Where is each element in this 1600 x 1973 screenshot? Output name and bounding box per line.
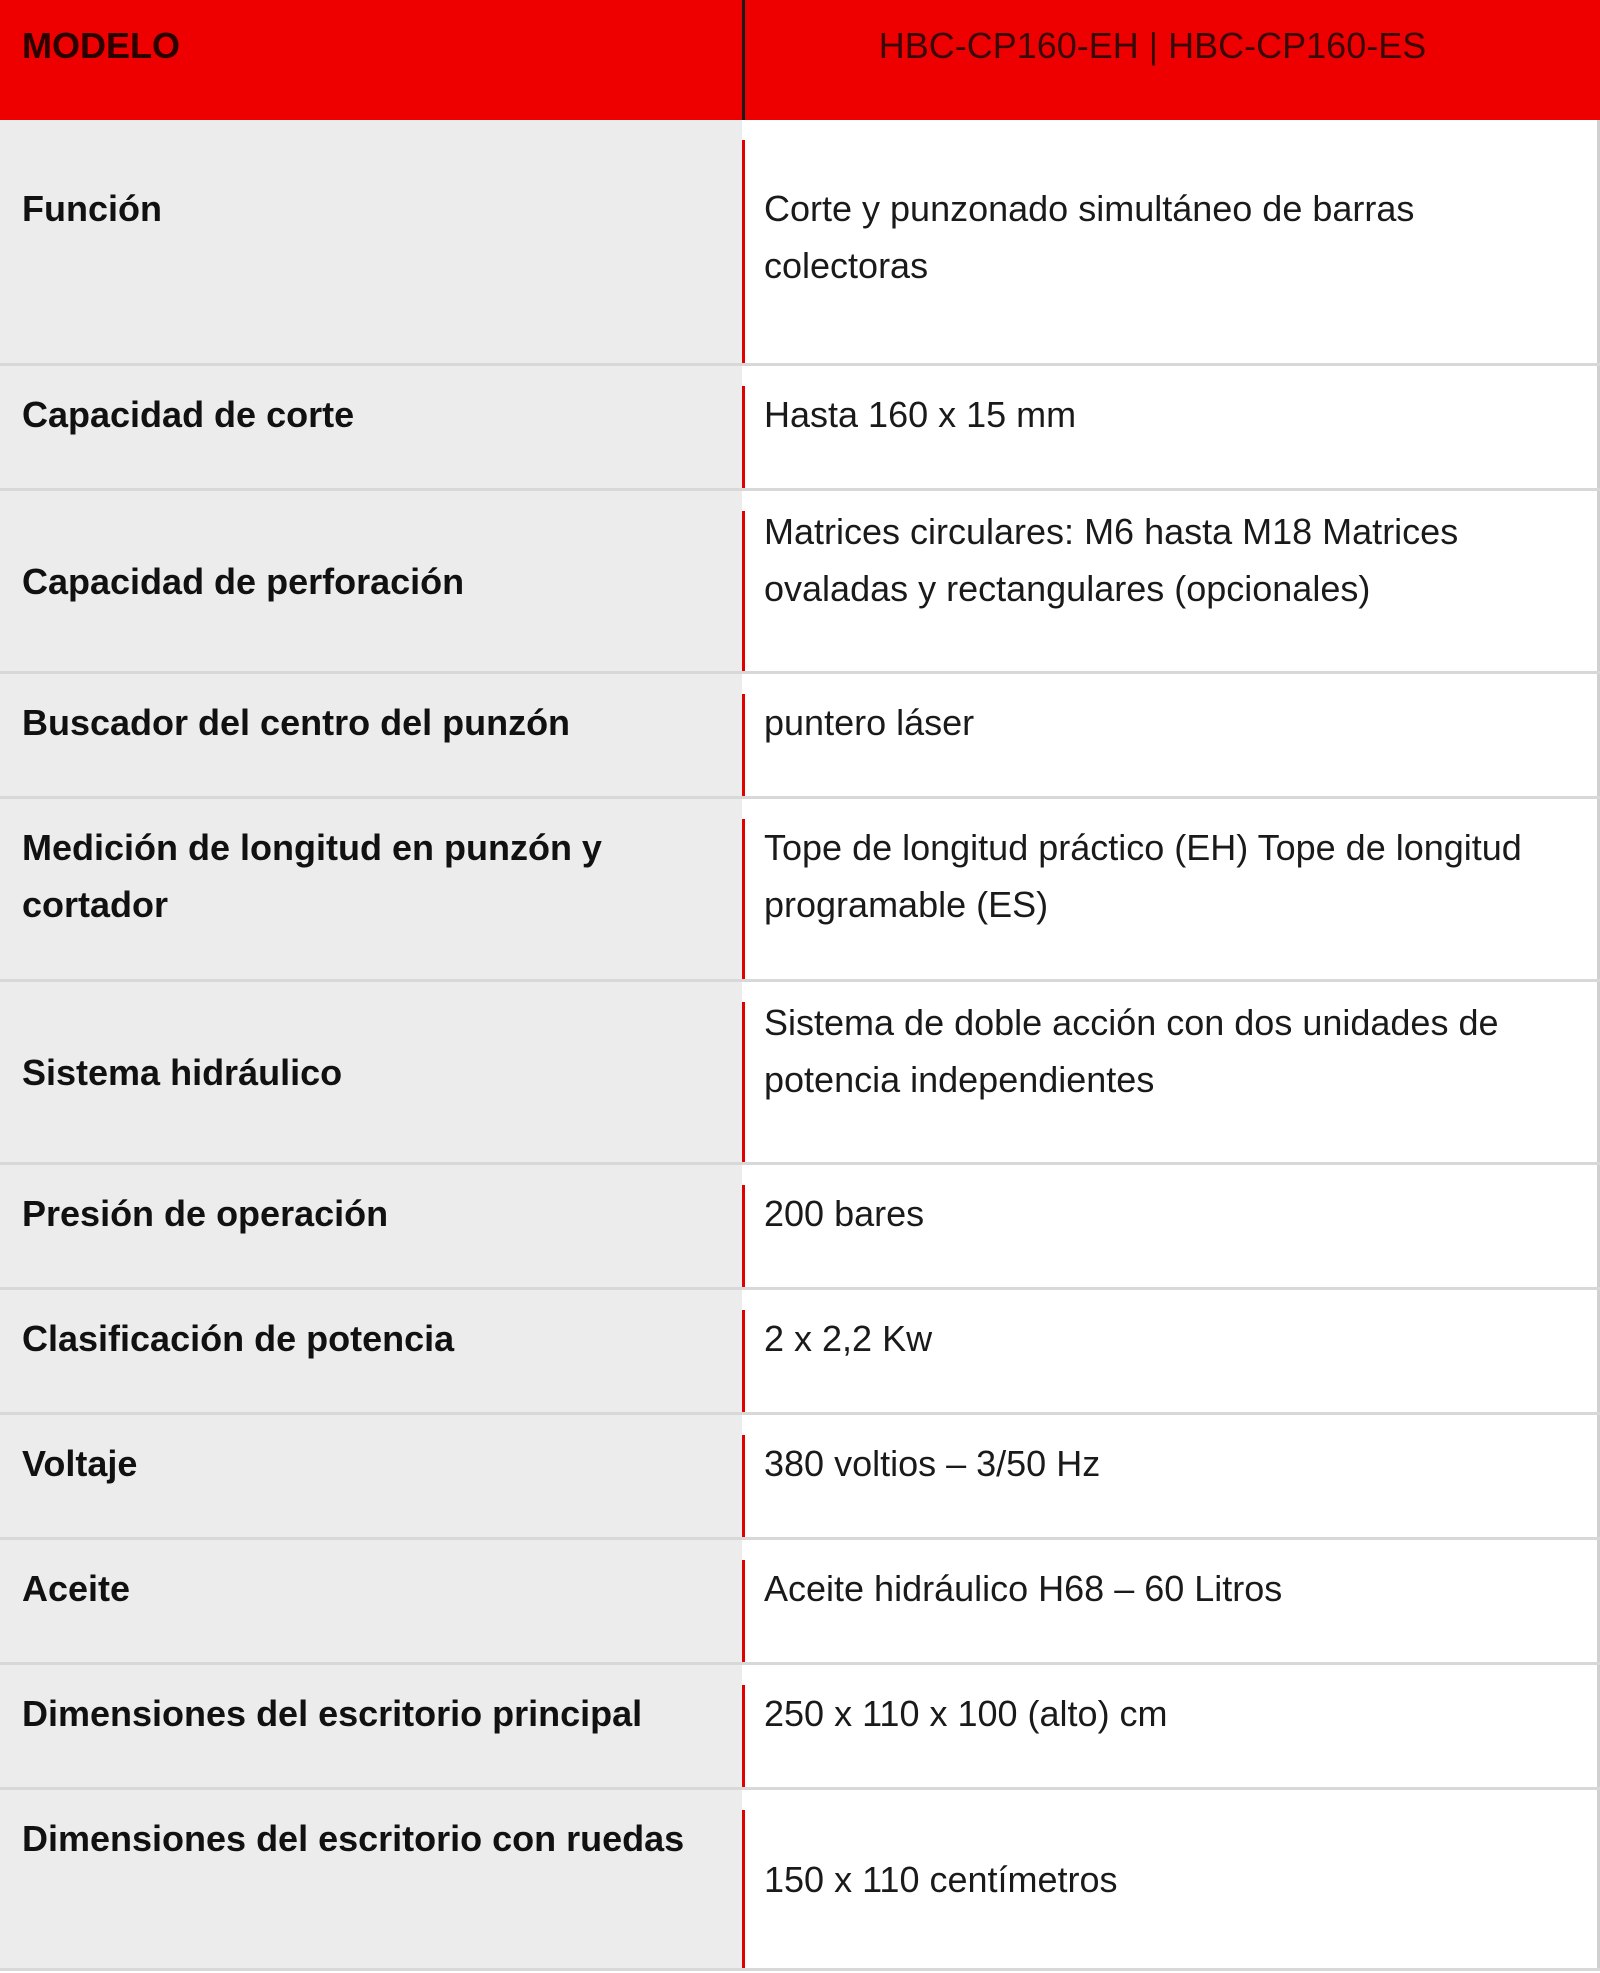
table-header — [0, 0, 1600, 120]
header-label: MODELO — [22, 25, 180, 66]
row-label: Buscador del centro del punzón — [0, 674, 742, 796]
spec-rows — [0, 120, 1600, 1971]
row-value: Corte y punzonado simultáneo de barras colectoras — [742, 120, 1600, 363]
row-label: Medición de longitud en punzón y cortador — [0, 799, 742, 979]
row-label: Dimensiones del escritorio principal — [0, 1665, 742, 1787]
row-value: Hasta 160 x 15 mm — [742, 366, 1600, 488]
row-label: Clasificación de potencia — [0, 1290, 742, 1412]
row-label: Aceite — [0, 1540, 742, 1662]
row-value: 150 x 110 centímetros — [742, 1790, 1600, 1968]
row-value: Aceite hidráulico H68 – 60 Litros — [742, 1540, 1600, 1662]
table-row — [0, 1290, 1600, 1415]
row-label: Dimensiones del escritorio con ruedas — [0, 1790, 742, 1968]
table-row — [0, 674, 1600, 799]
table-row — [0, 1665, 1600, 1790]
table-row — [0, 366, 1600, 491]
table-row — [0, 982, 1600, 1165]
table-row — [0, 491, 1600, 674]
table-row — [0, 1165, 1600, 1290]
table-row — [0, 799, 1600, 982]
table-row — [0, 1790, 1600, 1971]
row-label: Presión de operación — [0, 1165, 742, 1287]
row-label: Función — [0, 120, 742, 363]
row-value: Tope de longitud práctico (EH) Tope de longitud programable (ES) — [742, 799, 1600, 979]
row-label: Capacidad de corte — [0, 366, 742, 488]
row-label: Sistema hidráulico — [0, 982, 742, 1162]
row-label: Voltaje — [0, 1415, 742, 1537]
row-value: 2 x 2,2 Kw — [742, 1290, 1600, 1412]
row-value: 380 voltios – 3/50 Hz — [742, 1415, 1600, 1537]
row-value: Matrices circulares: M6 hasta M18 Matrices ovaladas y rectangulares (opcionales) — [742, 491, 1600, 671]
row-value: 250 x 110 x 100 (alto) cm — [742, 1665, 1600, 1787]
row-value: 200 bares — [742, 1165, 1600, 1287]
header-model-value: HBC-CP160-EH | HBC-CP160-ES — [878, 25, 1427, 66]
table-row — [0, 1540, 1600, 1665]
row-label: Capacidad de perforación — [0, 491, 742, 671]
table-row — [0, 1415, 1600, 1540]
row-value: puntero láser — [742, 674, 1600, 796]
row-value: Sistema de doble acción con dos unidades de potencia independientes — [742, 982, 1600, 1162]
table-row — [0, 120, 1600, 366]
